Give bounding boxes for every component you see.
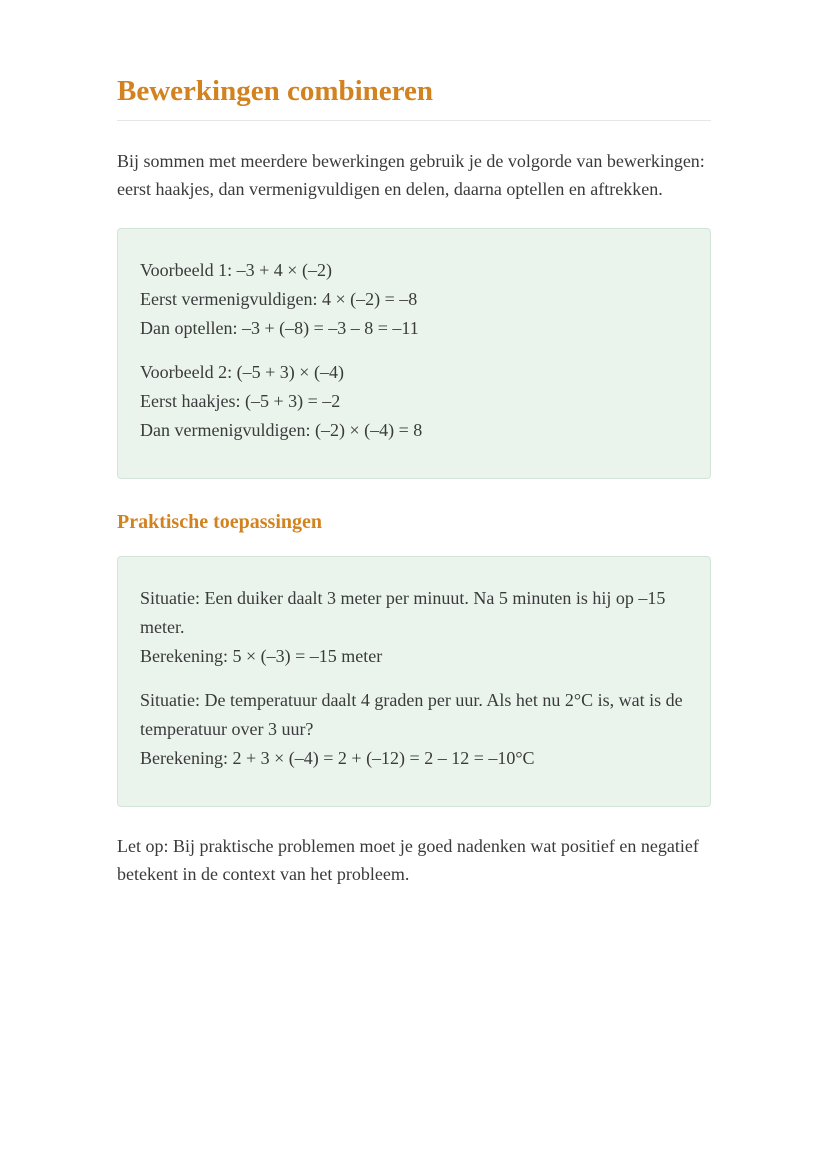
applications-box	[117, 556, 711, 807]
application-2-situation: Situatie: De temperatuur daalt 4 graden per uur. Als het nu 2°C is, wat is de temperatuur over 3 uur?	[140, 690, 683, 740]
application-1-situation: Situatie: Een duiker daalt 3 meter per minuut. Na 5 minuten is hij op –15 meter.	[140, 588, 666, 638]
application-2-calculation: Berekening: 2 + 3 × (–4) = 2 + (–12) = 2 – 12 = –10°C	[140, 748, 535, 769]
application-2	[140, 686, 696, 773]
section-heading-practical: Praktische toepassingen	[117, 511, 322, 534]
example-1-line-1: Voorbeeld 1: –3 + 4 × (–2)	[140, 260, 332, 281]
document-content	[117, 0, 711, 888]
intro-paragraph: Bij sommen met meerdere bewerkingen gebruik je de volgorde van bewerkingen: eerst haakjes, dan vermenigvuldigen en delen, daarna optellen en aftrekken.	[117, 151, 705, 200]
example-2-line-1: Voorbeeld 2: (–5 + 3) × (–4)	[140, 362, 344, 383]
example-2	[140, 358, 696, 445]
example-1	[140, 256, 696, 343]
application-1	[140, 584, 696, 671]
application-1-calculation: Berekening: 5 × (–3) = –15 meter	[140, 646, 383, 667]
example-2-line-2: Eerst haakjes: (–5 + 3) = –2	[140, 391, 341, 412]
examples-box	[117, 228, 711, 479]
note-paragraph: Let op: Bij praktische problemen moet je goed nadenken wat positief en negatief betekent in de context van het probleem.	[117, 836, 699, 885]
page-title: Bewerkingen combineren	[117, 75, 434, 107]
title-divider	[117, 120, 711, 121]
example-1-line-2: Eerst vermenigvuldigen: 4 × (–2) = –8	[140, 289, 418, 310]
example-2-line-3: Dan vermenigvuldigen: (–2) × (–4) = 8	[140, 420, 423, 441]
example-1-line-3: Dan optellen: –3 + (–8) = –3 – 8 = –11	[140, 318, 419, 339]
